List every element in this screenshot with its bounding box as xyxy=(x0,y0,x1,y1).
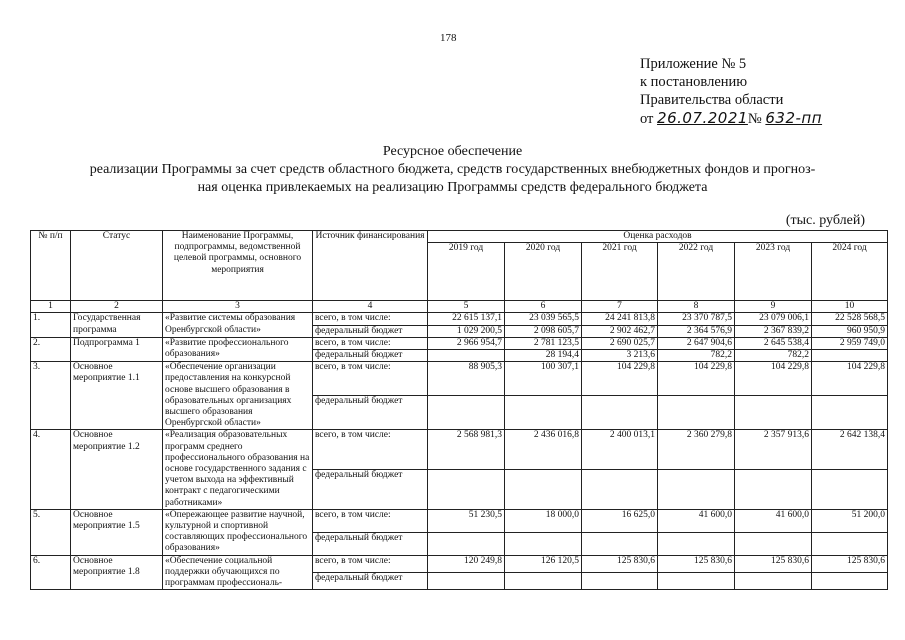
row-name: «Развитие системы образования Оренбургской области» xyxy=(163,313,313,337)
header-year: 2022 год xyxy=(658,243,735,301)
row-value xyxy=(812,350,888,362)
row-value xyxy=(582,532,658,555)
row-value xyxy=(658,396,735,430)
row-number: 5. xyxy=(31,509,71,555)
row-value: 88 905,3 xyxy=(428,362,505,396)
row-value xyxy=(812,532,888,555)
row-source-label: всего, в том числе: xyxy=(313,362,428,396)
column-number: 1 xyxy=(31,301,71,313)
title-line-1: Ресурсное обеспечение xyxy=(382,144,523,159)
row-number: 4. xyxy=(31,430,71,509)
column-number: 3 xyxy=(163,301,313,313)
row-value xyxy=(735,396,812,430)
row-value: 2 357 913,6 xyxy=(735,430,812,470)
header-name: Наименование Программы, подпрограммы, ведомственной целевой программы, основного мероприятия xyxy=(163,231,313,301)
row-value xyxy=(735,572,812,589)
row-value: 41 600,0 xyxy=(735,509,812,532)
row-value: 2 364 576,9 xyxy=(658,325,735,337)
row-value: 16 625,0 xyxy=(582,509,658,532)
header-year: 2024 год xyxy=(812,243,888,301)
header-year: 2021 год xyxy=(582,243,658,301)
resource-table xyxy=(30,230,888,590)
row-value: 2 400 013,1 xyxy=(582,430,658,470)
row-value xyxy=(582,470,658,510)
row-number: 3. xyxy=(31,362,71,430)
row-value xyxy=(505,470,582,510)
row-value: 2 647 904,6 xyxy=(658,337,735,349)
table-row xyxy=(31,362,888,396)
row-value: 2 645 538,4 xyxy=(735,337,812,349)
table-row xyxy=(31,337,888,349)
row-value: 2 781 123,5 xyxy=(505,337,582,349)
units-label: (тыс. рублей) xyxy=(785,213,865,228)
row-value xyxy=(505,532,582,555)
row-value: 23 079 006,1 xyxy=(735,313,812,325)
row-value: 23 370 787,5 xyxy=(658,313,735,325)
row-value: 104 229,8 xyxy=(582,362,658,396)
row-value: 960 950,9 xyxy=(812,325,888,337)
row-value xyxy=(428,396,505,430)
row-value: 23 039 565,5 xyxy=(505,313,582,325)
row-value xyxy=(428,470,505,510)
column-number: 8 xyxy=(658,301,735,313)
header-status: Статус xyxy=(71,231,163,301)
row-source-label: всего, в том числе: xyxy=(313,555,428,572)
header-year: 2023 год xyxy=(735,243,812,301)
appendix-number-handwritten: 632-пп xyxy=(765,109,823,127)
row-value: 125 830,6 xyxy=(582,555,658,572)
appendix-line-4 xyxy=(640,109,822,128)
row-number: 6. xyxy=(31,555,71,590)
row-name: «Обеспечение организации предоставления на конкурсной основе высшего образования в образовательных организациях высшего образования Оренбургской области» xyxy=(163,362,313,430)
row-source-label: всего, в том числе: xyxy=(313,337,428,349)
row-source-label: федеральный бюджет xyxy=(313,572,428,589)
row-value xyxy=(582,572,658,589)
header-row-main xyxy=(31,231,888,243)
row-name: «Реализация образовательных программ среднего профессионального образования на основе государственного задания с учетом выхода на эффективный контракт с педагогическими работниками» xyxy=(163,430,313,509)
title-line-2: реализации Программы за счет средств областного бюджета, средств государственных внебюджетных фондов и прогноз- xyxy=(89,162,816,177)
row-source-label: всего, в том числе: xyxy=(313,313,428,325)
table-row xyxy=(31,555,888,572)
row-source-label: всего, в том числе: xyxy=(313,509,428,532)
header-num: № п/п xyxy=(31,231,71,301)
column-number: 5 xyxy=(428,301,505,313)
appendix-line-2: к постановлению xyxy=(640,74,748,90)
appendix-number-sign: № xyxy=(747,111,762,127)
row-value: 782,2 xyxy=(658,350,735,362)
row-value: 126 120,5 xyxy=(505,555,582,572)
row-value: 100 307,1 xyxy=(505,362,582,396)
row-name: «Развитие профессионального образования» xyxy=(163,337,313,361)
appendix-line-1: Приложение № 5 xyxy=(640,56,747,72)
appendix-header xyxy=(640,55,822,128)
row-value: 22 528 568,5 xyxy=(812,313,888,325)
header-year: 2019 год xyxy=(428,243,505,301)
row-value xyxy=(658,470,735,510)
row-value: 51 200,0 xyxy=(812,509,888,532)
row-source-label: федеральный бюджет xyxy=(313,470,428,510)
page-number: 178 xyxy=(440,32,457,44)
row-value: 28 194,4 xyxy=(505,350,582,362)
row-value xyxy=(658,572,735,589)
row-value: 41 600,0 xyxy=(658,509,735,532)
row-value: 120 249,8 xyxy=(428,555,505,572)
row-status: Основное мероприятие 1.2 xyxy=(71,430,163,509)
row-value: 2 642 138,4 xyxy=(812,430,888,470)
row-source-label: федеральный бюджет xyxy=(313,532,428,555)
row-value: 125 830,6 xyxy=(735,555,812,572)
row-number: 1. xyxy=(31,313,71,337)
row-value: 3 213,6 xyxy=(582,350,658,362)
row-value: 2 959 749,0 xyxy=(812,337,888,349)
row-status: Основное мероприятие 1.5 xyxy=(71,509,163,555)
row-value: 1 029 200,5 xyxy=(428,325,505,337)
row-value: 2 436 016,8 xyxy=(505,430,582,470)
header-costs: Оценка расходов xyxy=(428,231,888,243)
row-value: 104 229,8 xyxy=(658,362,735,396)
row-value: 2 902 462,7 xyxy=(582,325,658,337)
column-number-row xyxy=(31,301,888,313)
row-status: Основное мероприятие 1.1 xyxy=(71,362,163,430)
table-body xyxy=(31,313,888,590)
row-source-label: федеральный бюджет xyxy=(313,396,428,430)
appendix-line-3: Правительства области xyxy=(640,92,784,108)
document-title xyxy=(0,143,905,197)
column-number: 7 xyxy=(582,301,658,313)
column-number: 9 xyxy=(735,301,812,313)
row-value: 2 098 605,7 xyxy=(505,325,582,337)
row-value: 18 000,0 xyxy=(505,509,582,532)
column-number: 2 xyxy=(71,301,163,313)
table-row xyxy=(31,430,888,470)
appendix-date-handwritten: 26.07.2021 xyxy=(657,109,748,127)
row-value xyxy=(812,572,888,589)
column-number: 6 xyxy=(505,301,582,313)
row-value xyxy=(735,470,812,510)
row-value: 104 229,8 xyxy=(735,362,812,396)
header-year: 2020 год xyxy=(505,243,582,301)
row-number: 2. xyxy=(31,337,71,361)
row-value xyxy=(505,396,582,430)
row-value xyxy=(505,572,582,589)
row-value xyxy=(812,396,888,430)
row-value xyxy=(428,572,505,589)
row-value: 22 615 137,1 xyxy=(428,313,505,325)
column-number: 10 xyxy=(812,301,888,313)
row-source-label: всего, в том числе: xyxy=(313,430,428,470)
row-value: 2 966 954,7 xyxy=(428,337,505,349)
header-source: Источник финансирования xyxy=(313,231,428,301)
title-line-3: ная оценка привлекаемых на реализацию Программы средств федерального бюджета xyxy=(197,180,708,195)
row-value: 2 568 981,3 xyxy=(428,430,505,470)
row-name: «Обеспечение социальной поддержки обучающихся по программам профессиональ- xyxy=(163,555,313,590)
row-name: «Опережающее развитие научной, культурной и спортивной составляющих профессионального образования» xyxy=(163,509,313,555)
appendix-date-prefix: от xyxy=(640,111,654,127)
row-source-label: федеральный бюджет xyxy=(313,350,428,362)
row-value: 2 690 025,7 xyxy=(582,337,658,349)
row-value xyxy=(735,532,812,555)
row-status: Подпрограмма 1 xyxy=(71,337,163,361)
row-value: 2 360 279,8 xyxy=(658,430,735,470)
row-source-label: федеральный бюджет xyxy=(313,325,428,337)
row-status: Государственная программа xyxy=(71,313,163,337)
row-value xyxy=(658,532,735,555)
row-status: Основное мероприятие 1.8 xyxy=(71,555,163,590)
row-value: 51 230,5 xyxy=(428,509,505,532)
table-row xyxy=(31,509,888,532)
row-value xyxy=(582,396,658,430)
row-value: 125 830,6 xyxy=(658,555,735,572)
row-value: 782,2 xyxy=(735,350,812,362)
row-value: 2 367 839,2 xyxy=(735,325,812,337)
row-value xyxy=(812,470,888,510)
row-value: 125 830,6 xyxy=(812,555,888,572)
column-number: 4 xyxy=(313,301,428,313)
table-row xyxy=(31,313,888,325)
row-value xyxy=(428,350,505,362)
row-value: 24 241 813,8 xyxy=(582,313,658,325)
row-value xyxy=(428,532,505,555)
row-value: 104 229,8 xyxy=(812,362,888,396)
